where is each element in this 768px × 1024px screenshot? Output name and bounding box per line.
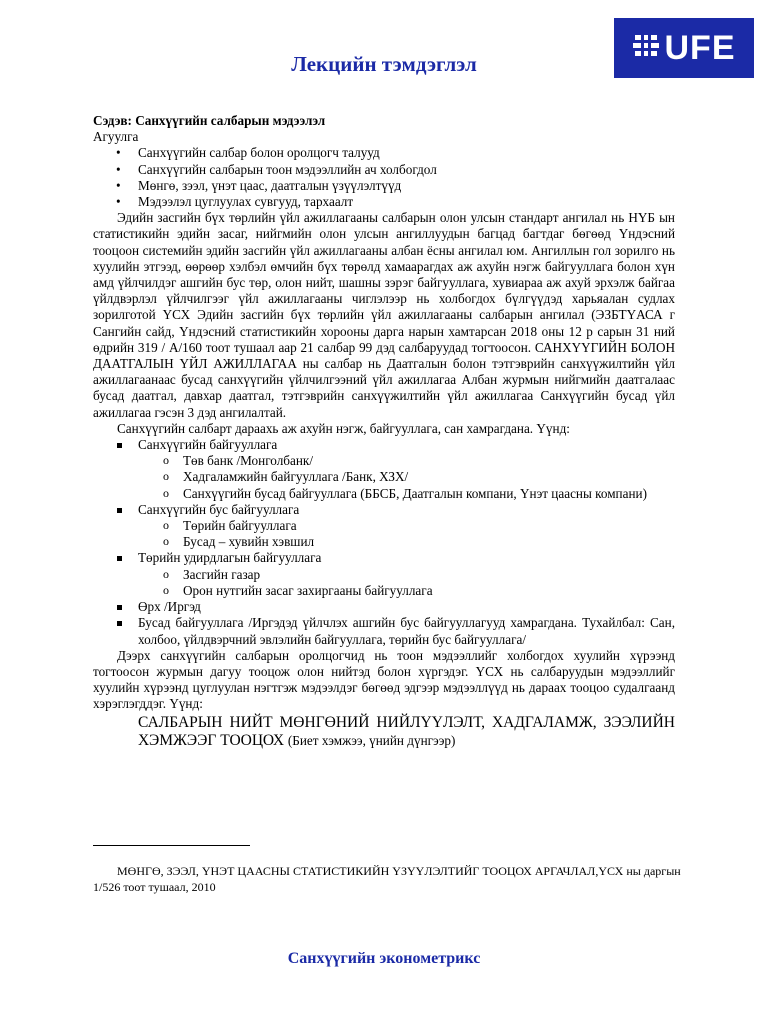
participant-group-label: Санхүүгийн байгууллага	[138, 437, 278, 453]
outline-label: Агуулга	[93, 129, 139, 145]
paragraph-classification: Эдийн засгийн бүх төрлийн үйл ажиллагааны салбарын олон улсын стандарт ангилал нь НҮБ ын статистикийн эдийн засаг, нийгмийн олон улсын ангиллуудын багцад багтдаг бөгөөд Үндэсний тооцоон системийн эдийн засгийн үйл ажиллагааны албан ёсны ангилал юм. Ангиллын гол зорилго нь хуулийн этгээд, өөрөөр хэлбэл өмчийн бүх төрөлд хамаарагдах аж ахуйн нэгж байгууллага болон хүн амд үйлчилдэг ашгийн бус төр, олон нийт, шашны зэрэг байгууллага, хувиараа аж ахуй эрхэлж байгаа үйлдвэрлэл үйлчилгээг үйл ажиллагааны чиглэлээр нь холбогдох бүлгүүдэд харьяалан судлах зорилготой ҮСХ Эдийн засгийн бүх төрлийн үйл ажиллагааны салбарын ангилал (ЭЗБТҮАСА г Сангийн сайд, Үндэсний статистикийн хорооны дарга нарын хамтарсан 2018 оны 12 р сарын 31 ний өдрийн 319 / А/160 тоот тушаал аар 21 салбар 99 дэд салбаруудад тогтоосон. САНХҮҮГИЙН БОЛОН ДААТГАЛЫН ҮЙЛ АЖИЛЛАГАА ны салбар нь Даатгалын болон тэтгэврийн санхүүжилтийн үйл ажиллагаанаас бусад санхүүгийн үйлчилгээний үйл ажиллагаа Албан журмын нийгмийн даатгалаас бусад даатгал, давхар даатгал, тэтгэврийн санхүүжилтийн үйл ажиллагаа Санхүүгийн бусад үйл ажиллагаа гэсэн 3 дэд ангилалтай.	[93, 210, 675, 420]
participant-subitem: o Төв банк /Монголбанк/	[138, 453, 675, 469]
formula-main-text: САЛБАРЫН НИЙТ МӨНГӨНИЙ НИЙЛҮҮЛЭЛТ, ХАДГАЛАМЖ, ЗЭЭЛИЙН ХЭМЖЭЭГ ТООЦОХ	[138, 713, 675, 749]
paragraph-statistics-use: Дээрх санхүүгийн салбарын оролцогчид нь тоон мэдээллийг холбогдох хуулийн хүрээнд тогтоосон журмын дагуу тооцож олон нийтэд болон хүргэдэг. ҮСХ нь салбаруудын мэдээллийг хуулийн хүрээнд цуглуулан нэгтгэж мэдээлдэг бөгөөд эдгээр мэдээллүүд нь дараах тооцоо судалгаанд хэрэглэгддэг. Үүнд:	[93, 647, 675, 712]
participant-group	[93, 502, 675, 551]
participant-group-label: Бусад байгууллага /Иргэдэд үйлчлэх ашгийн бус байгууллагууд хамрагдана. Тухайлбал: Сан, холбоо, үйлдвэрчний эвлэлийн байгууллага, төрийн бус байгууллага/	[138, 615, 675, 647]
page-header-title: Лекцийн тэмдэглэл	[291, 52, 477, 76]
footnote: МӨНГӨ, ЗЭЭЛ, ҮНЭТ ЦААСНЫ СТАТИСТИКИЙН ҮЗҮҮЛЭЛТИЙГ ТООЦОХ АРГАЧЛАЛ,ҮСХ ны даргын 1/526 тоот тушаал, 2010	[93, 864, 681, 894]
participant-sublist	[138, 567, 675, 599]
outline-item: • Санхүүгийн салбарын тоон мэдээллийн ач холбогдол	[93, 162, 675, 178]
outline-item: • Санхүүгийн салбар болон оролцогч талууд	[93, 145, 675, 161]
outline-item: • Мэдээлэл цуглуулах сувгууд, тархаалт	[93, 194, 675, 210]
participant-subitem: o Бусад – хувийн хэвшил	[138, 534, 675, 550]
participant-group-label: Төрийн удирдлагын байгууллага	[138, 550, 322, 566]
outline-list	[93, 145, 675, 210]
participant-sublist	[138, 518, 675, 550]
logo-text: UFE	[664, 28, 736, 67]
participant-group	[93, 615, 675, 647]
page-footer-title: Санхүүгийн эконометрикс	[287, 950, 481, 967]
topic-heading: Сэдэв: Санхүүгийн салбарын мэдээлэл	[93, 113, 326, 128]
participant-subitem: o Санхүүгийн бусад байгууллага (ББСБ, Даатгалын компани, Үнэт цаасны компани)	[138, 486, 675, 502]
participant-sublist	[138, 453, 675, 502]
footnote-divider	[93, 845, 250, 846]
paragraph-participants: Санхүүгийн салбарт дараахь аж ахуйн нэгж, байгууллага, сан хамрагдана. Үүнд:	[117, 420, 570, 436]
formula-note: (Биет хэмжээ, үнийн дүнгээр)	[287, 732, 456, 748]
participant-group	[93, 550, 675, 599]
participant-subitem: o Хадгаламжийн байгууллага /Банк, ХЗХ/	[138, 469, 675, 485]
participant-group	[93, 599, 675, 615]
participant-group	[93, 437, 675, 502]
participant-subitem: o Засгийн газар	[138, 567, 675, 583]
outline-item: • Мөнгө, зээл, үнэт цаас, даатгалын үзүүлэлтүүд	[93, 178, 675, 194]
statistics-formula	[93, 714, 675, 750]
participant-subitem: o Орон нутгийн засаг захиргааны байгууллага	[138, 583, 675, 599]
participants-list	[93, 437, 675, 648]
participant-group-label: Санхүүгийн бус байгууллага	[138, 501, 300, 517]
lecture-content	[93, 113, 675, 750]
participant-subitem: o Төрийн байгууллага	[138, 518, 675, 534]
participant-group-label: Өрх /Иргэд	[138, 599, 201, 615]
